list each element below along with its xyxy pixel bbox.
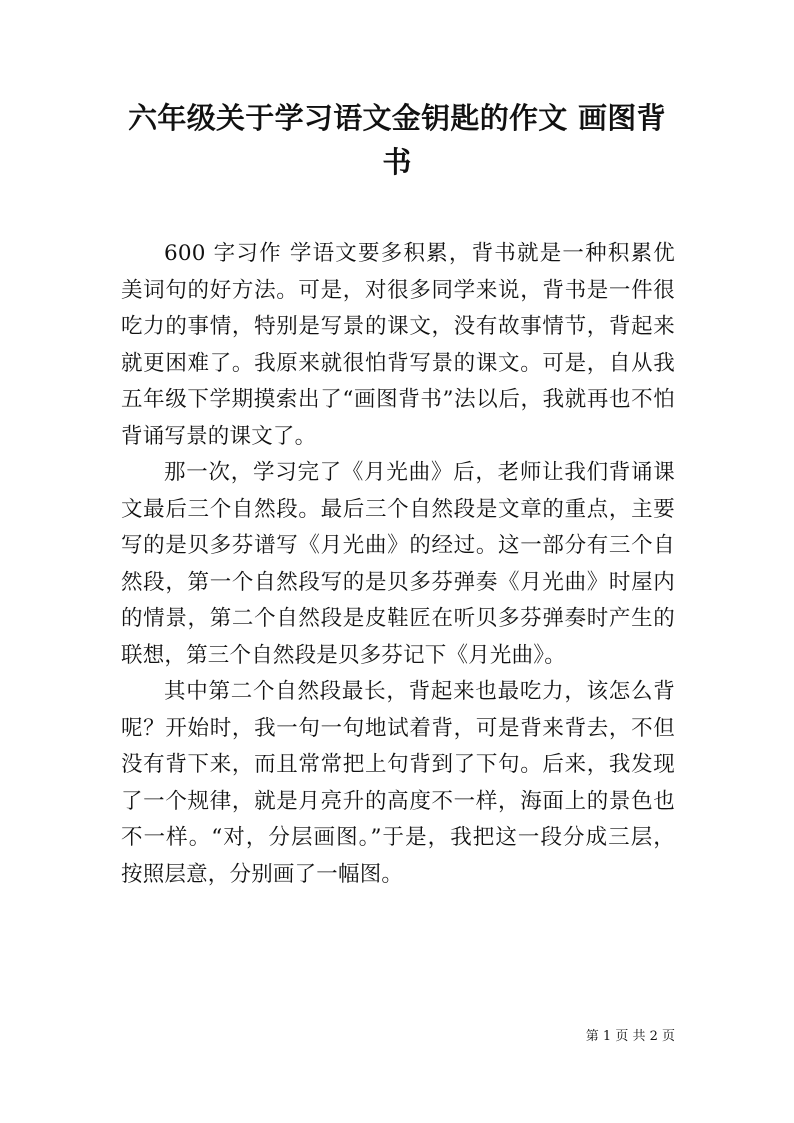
- page-indicator: 第 1 页 共 2 页: [585, 1029, 675, 1044]
- paragraph-2: 那一次，学习完了《月光曲》后，老师让我们背诵课文最后三个自然段。最后三个自然段是文章的重点，主要写的是贝多芬谱写《月光曲》的经过。这一部分有三个自然段，第一个自然段写的是贝多芬弹奏《月光曲》时屋内的情景，第二个自然段是皮鞋匠在听贝多芬弹奏时产生的联想，第三个自然段是贝多芬记下《月光曲》。: [121, 460, 675, 668]
- paragraph-1: 600 字习作 学语文要多积累，背书就是一种积累优美词句的好方法。可是，对很多同学来说，背书是一件很吃力的事情，特别是写景的课文，没有故事情节，背起来就更困难了。我原来就很怕背写景的课文。可是，自从我五年级下学期摸索出了“画图背书”法以后，我就再也不怕背诵写景的课文了。: [121, 241, 675, 449]
- document-title: 六年级关于学习语文金钥匙的作文 画图背书: [128, 101, 666, 179]
- article-body: [121, 236, 675, 893]
- paragraph-3: 其中第二个自然段最长，背起来也最吃力，该怎么背呢？开始时，我一句一句地试着背，可是背来背去，不但没有背下来，而且常常把上句背到了下句。后来，我发现了一个规律，就是月亮升的高度不一样，海面上的景色也不一样。“对，分层画图。”于是，我把这一段分成三层，按照层意，分别画了一幅图。: [121, 679, 675, 887]
